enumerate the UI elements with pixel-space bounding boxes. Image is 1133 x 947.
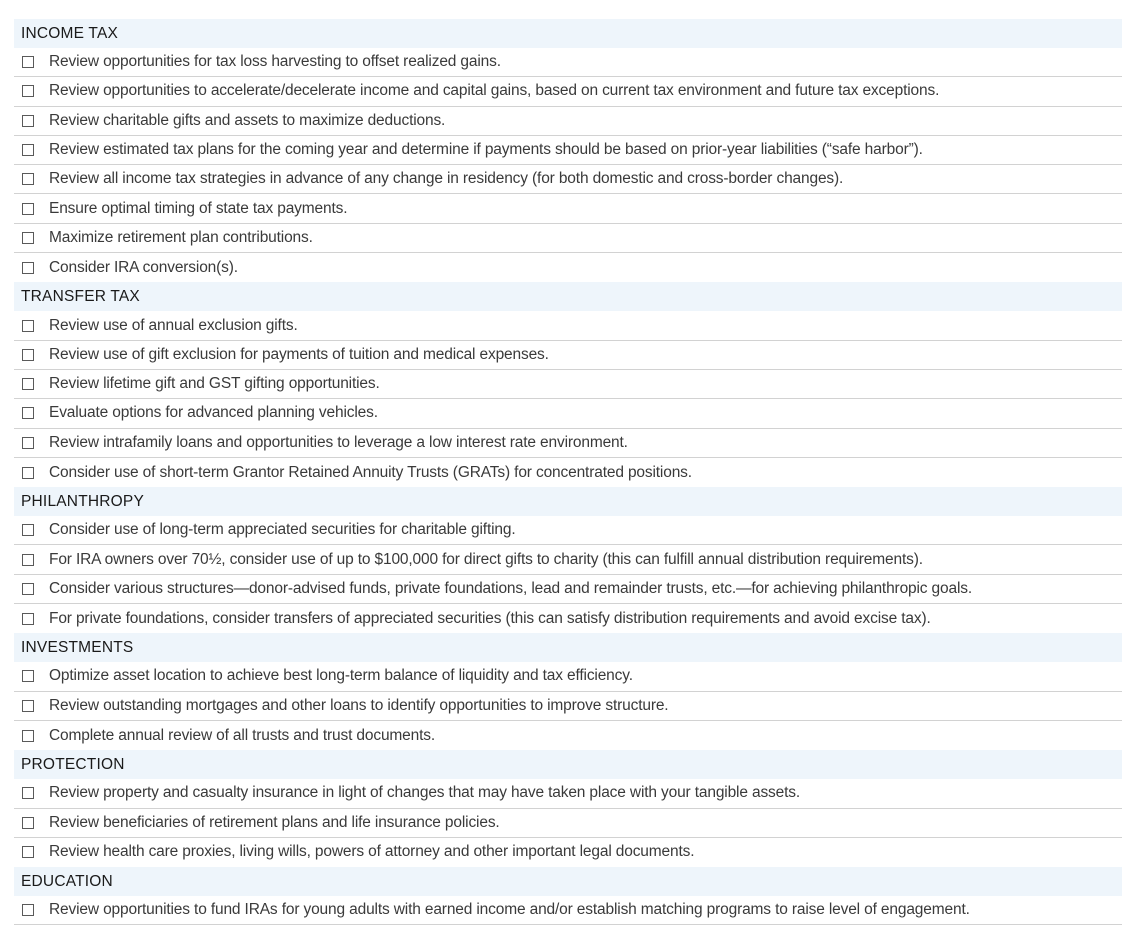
checkbox[interactable] <box>22 262 34 274</box>
section-education <box>14 867 1122 925</box>
checklist-item <box>14 253 1122 282</box>
checklist-item-text: Consider various structures—donor-advised funds, private foundations, lead and remainder trusts, etc.—for achieving philanthropic goals. <box>49 579 973 597</box>
checklist-item-text: Review opportunities for tax loss harvesting to offset realized gains. <box>49 53 501 71</box>
checkbox[interactable] <box>22 349 34 361</box>
section-header: EDUCATION <box>14 867 1122 896</box>
section-header: INCOME TAX <box>14 19 1122 48</box>
checklist-item <box>14 575 1122 604</box>
checkbox[interactable] <box>22 85 34 97</box>
checklist-item-text: Evaluate options for advanced planning vehicles. <box>49 404 378 422</box>
checklist-item-text: Review use of annual exclusion gifts. <box>49 316 298 334</box>
checkbox[interactable] <box>22 56 34 68</box>
section-header: TRANSFER TAX <box>14 282 1122 311</box>
checkbox[interactable] <box>22 407 34 419</box>
checklist-item <box>14 662 1122 691</box>
checklist-item <box>14 545 1122 574</box>
checklist-item-text: Consider IRA conversion(s). <box>49 258 238 276</box>
checklist-item <box>14 399 1122 428</box>
checkbox[interactable] <box>22 232 34 244</box>
checklist-item <box>14 224 1122 253</box>
section-header: PHILANTHROPY <box>14 487 1122 516</box>
checklist-item <box>14 165 1122 194</box>
checklist-item <box>14 838 1122 867</box>
checklist-item <box>14 370 1122 399</box>
checklist-item-text: Consider use of long-term appreciated securities for charitable gifting. <box>49 521 516 539</box>
checklist-item <box>14 107 1122 136</box>
section-transfer-tax <box>14 282 1122 487</box>
checklist-item-text: Optimize asset location to achieve best long-term balance of liquidity and tax efficiency. <box>49 667 633 685</box>
checklist-item-text: Review use of gift exclusion for payments of tuition and medical expenses. <box>49 345 549 363</box>
checkbox[interactable] <box>22 787 34 799</box>
checklist-item-text: Review opportunities to accelerate/decelerate income and capital gains, based on current tax environment and future tax exceptions. <box>49 82 940 100</box>
checklist-item <box>14 194 1122 223</box>
checklist <box>14 19 1122 925</box>
checklist-item <box>14 779 1122 808</box>
section-header: INVESTMENTS <box>14 633 1122 662</box>
checklist-item-text: Consider use of short-term Grantor Retained Annuity Trusts (GRATs) for concentrated positions. <box>49 463 692 481</box>
checklist-item <box>14 809 1122 838</box>
checkbox[interactable] <box>22 437 34 449</box>
checklist-item <box>14 136 1122 165</box>
checklist-item-text: Review lifetime gift and GST gifting opportunities. <box>49 375 380 393</box>
checklist-item <box>14 516 1122 545</box>
checkbox[interactable] <box>22 320 34 332</box>
checklist-item-text: Review outstanding mortgages and other loans to identify opportunities to improve structure. <box>49 696 669 714</box>
checklist-item-text: Complete annual review of all trusts and trust documents. <box>49 726 436 744</box>
checklist-item-text: Review charitable gifts and assets to maximize deductions. <box>49 111 446 129</box>
checklist-item-text: Review estimated tax plans for the coming year and determine if payments should be based on prior-year liabilities (“safe harbor”). <box>49 141 923 159</box>
checkbox[interactable] <box>22 173 34 185</box>
checkbox[interactable] <box>22 613 34 625</box>
checklist-item <box>14 604 1122 633</box>
section-header: PROTECTION <box>14 750 1122 779</box>
checkbox[interactable] <box>22 554 34 566</box>
checkbox[interactable] <box>22 203 34 215</box>
checklist-item <box>14 48 1122 77</box>
section-investments <box>14 633 1122 750</box>
section-income-tax <box>14 19 1122 282</box>
checklist-item <box>14 77 1122 106</box>
checklist-item-text: For private foundations, consider transfers of appreciated securities (this can satisfy distribution requirements and avoid excise tax). <box>49 609 931 627</box>
checklist-item <box>14 341 1122 370</box>
checkbox[interactable] <box>22 670 34 682</box>
checklist-item <box>14 721 1122 750</box>
checklist-item-text: Review beneficiaries of retirement plans and life insurance policies. <box>49 813 500 831</box>
checklist-item-text: Review health care proxies, living wills, powers of attorney and other important legal documents. <box>49 843 695 861</box>
checklist-item <box>14 311 1122 340</box>
checklist-item <box>14 429 1122 458</box>
checklist-item-text: Ensure optimal timing of state tax payments. <box>49 199 348 217</box>
checkbox[interactable] <box>22 817 34 829</box>
checkbox[interactable] <box>22 467 34 479</box>
checklist-item-text: For IRA owners over 70½, consider use of up to $100,000 for direct gifts to charity (this can fulfill annual distribution requirements). <box>49 550 923 568</box>
checkbox[interactable] <box>22 700 34 712</box>
checklist-item <box>14 692 1122 721</box>
checkbox[interactable] <box>22 524 34 536</box>
checklist-item-text: Review all income tax strategies in advance of any change in residency (for both domestic and cross-border changes). <box>49 170 844 188</box>
checklist-item-text: Maximize retirement plan contributions. <box>49 228 313 246</box>
checklist-item-text: Review intrafamily loans and opportunities to leverage a low interest rate environment. <box>49 433 628 451</box>
section-philanthropy <box>14 487 1122 633</box>
checklist-item <box>14 896 1122 925</box>
checkbox[interactable] <box>22 583 34 595</box>
checkbox[interactable] <box>22 846 34 858</box>
checkbox[interactable] <box>22 378 34 390</box>
checkbox[interactable] <box>22 904 34 916</box>
checklist-item-text: Review property and casualty insurance in light of changes that may have taken place with your tangible assets. <box>49 784 801 802</box>
checklist-item <box>14 458 1122 487</box>
checklist-item-text: Review opportunities to fund IRAs for young adults with earned income and/or establish matching programs to raise level of engagement. <box>49 901 970 919</box>
checkbox[interactable] <box>22 730 34 742</box>
section-protection <box>14 750 1122 867</box>
checkbox[interactable] <box>22 144 34 156</box>
checkbox[interactable] <box>22 115 34 127</box>
